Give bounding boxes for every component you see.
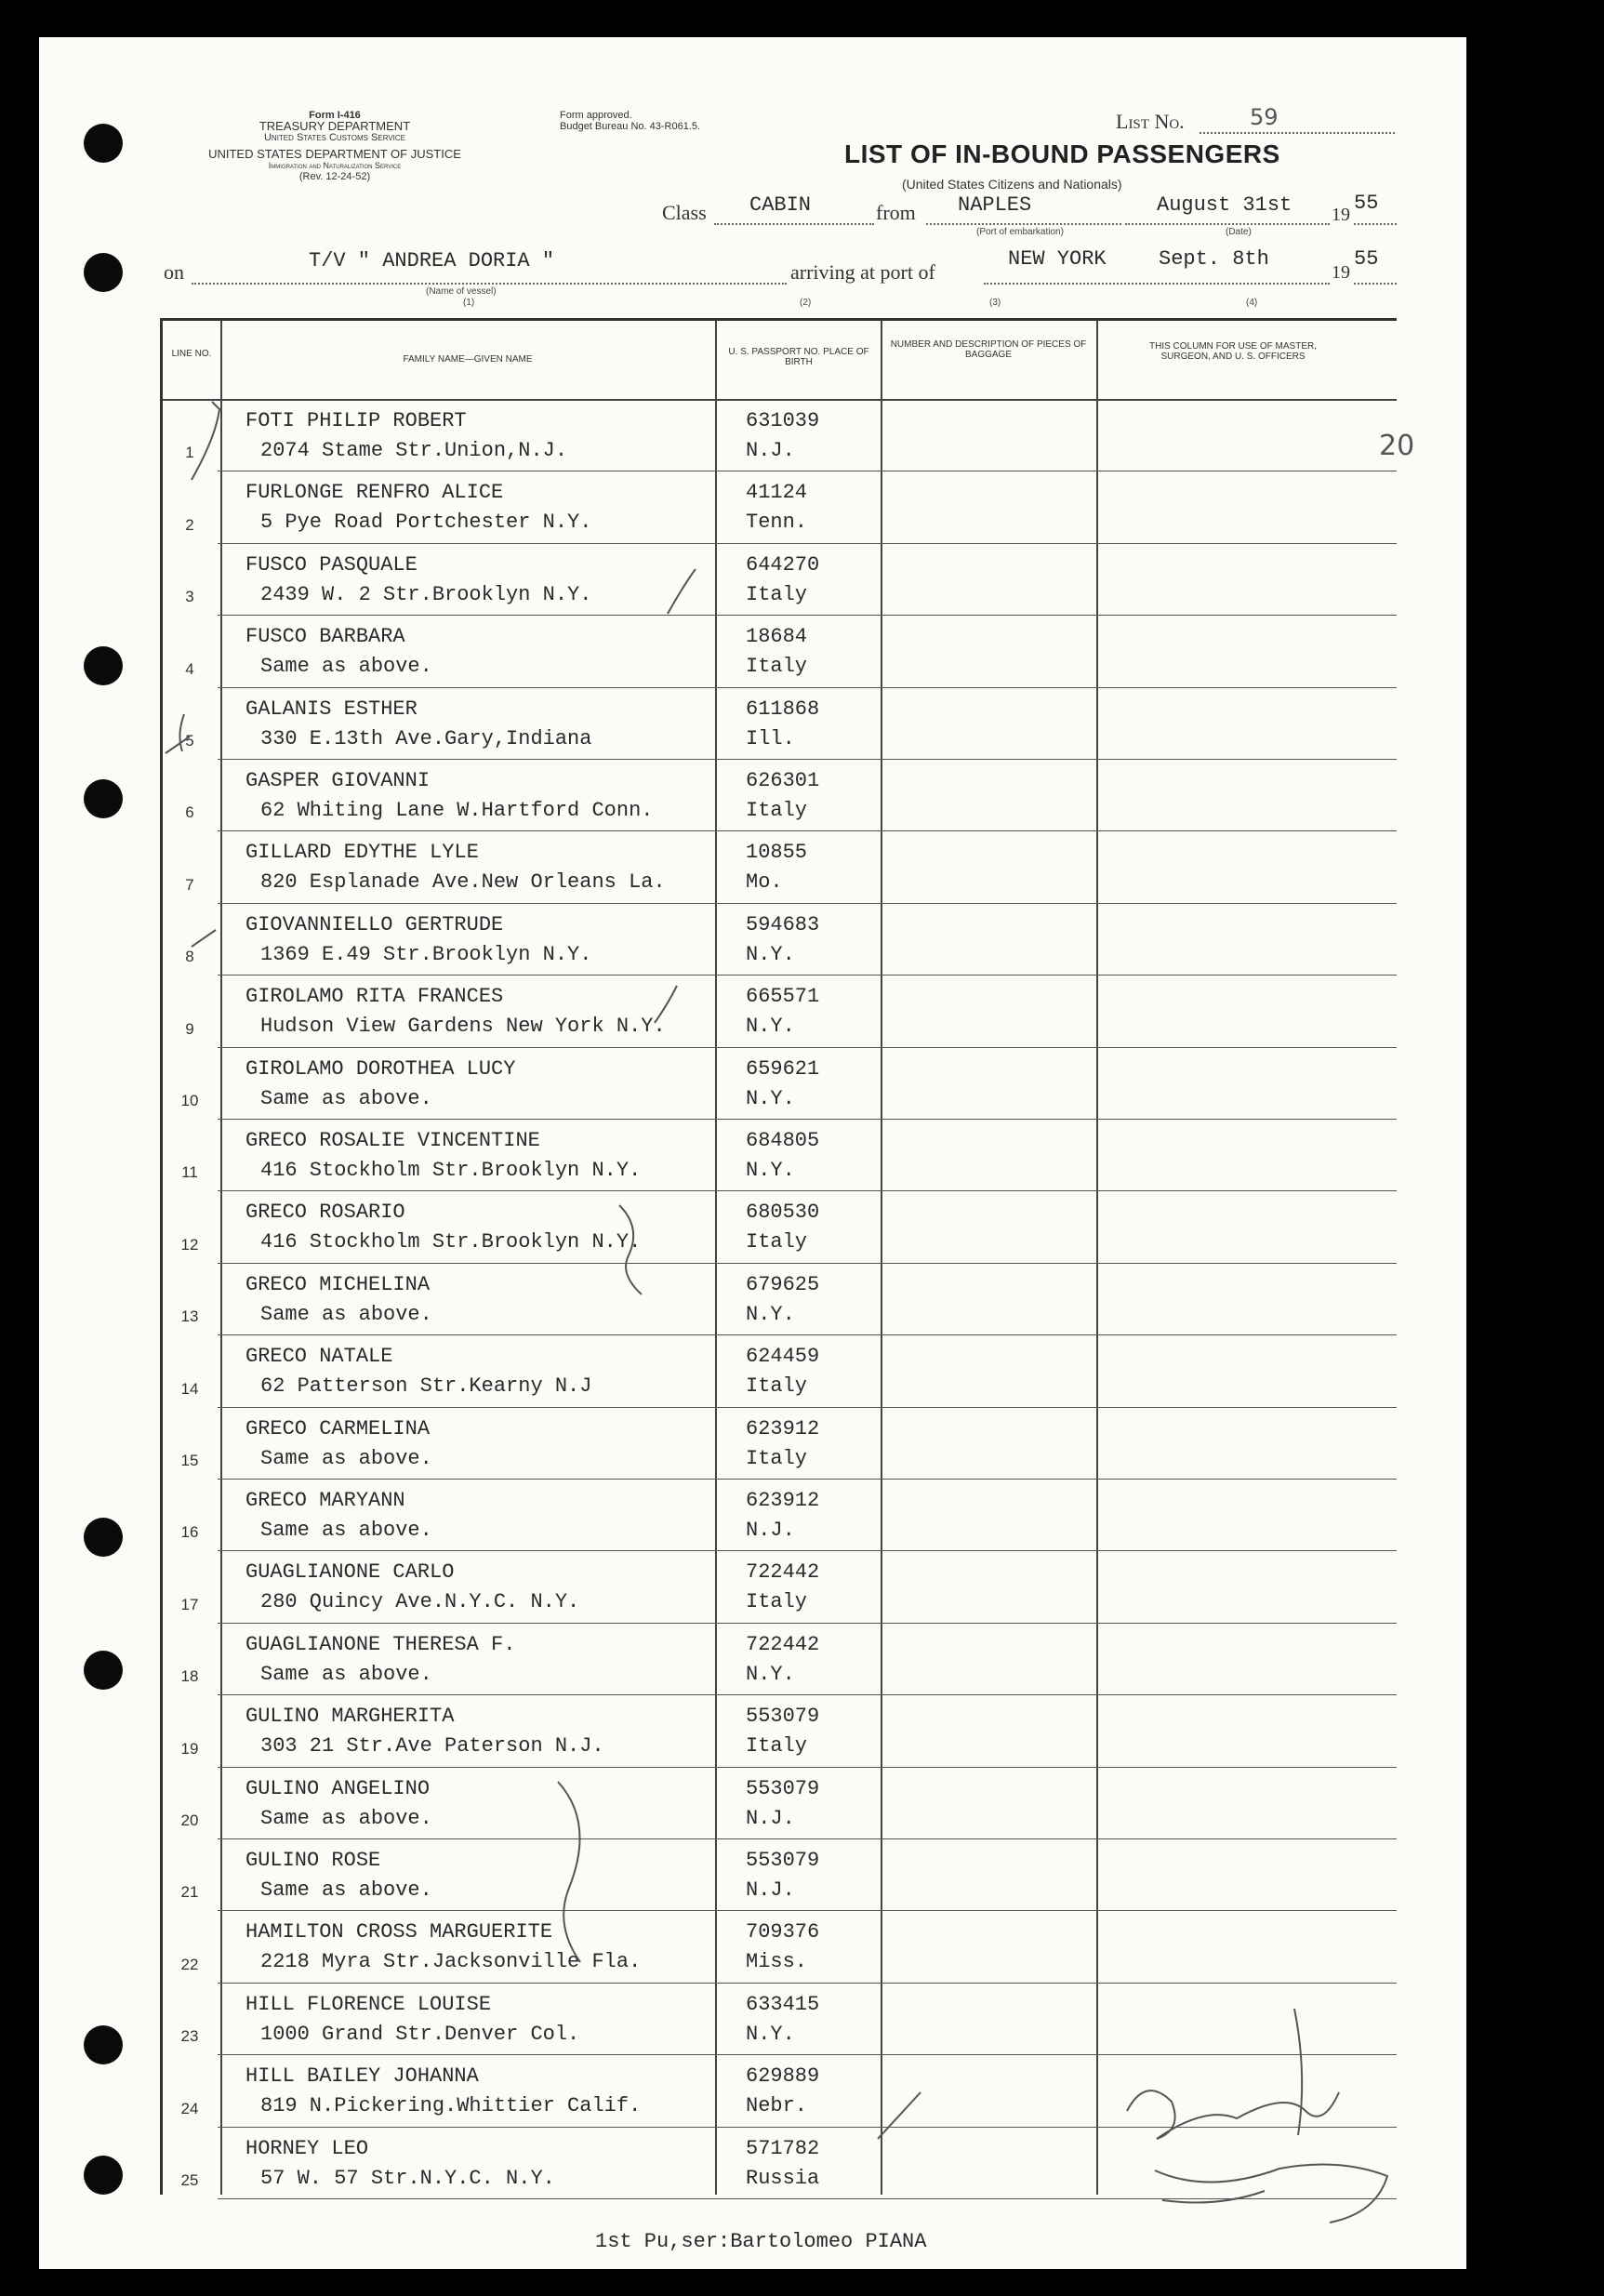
passenger-name: GIROLAMO RITA FRANCES — [245, 985, 504, 1009]
passenger-address: Same as above. — [260, 1878, 432, 1902]
arriving-label: arriving at port of — [790, 260, 935, 284]
passport-number: 10855 — [746, 841, 808, 865]
passenger-name: GUAGLIANONE THERESA F. — [245, 1632, 516, 1656]
line-number: 20 — [180, 1811, 199, 1829]
place-of-birth: Miss. — [746, 1950, 808, 1974]
passenger-name: GUAGLIANONE CARLO — [245, 1560, 455, 1585]
approval-block — [560, 110, 700, 132]
treasury-department: TREASURY DEPARTMENT — [258, 119, 411, 133]
column-ref-3: (3) — [989, 298, 1001, 308]
binder-hole — [84, 779, 123, 818]
row-rule — [218, 2198, 1397, 2199]
passport-number: 18684 — [746, 625, 808, 649]
passport-number: 722442 — [746, 1632, 820, 1656]
passport-number: 594683 — [746, 912, 820, 936]
passenger-address: 820 Esplanade Ave.New Orleans La. — [260, 870, 666, 895]
line-number: 12 — [180, 1235, 199, 1254]
port-of-arrival: NEW YORK — [1008, 247, 1107, 271]
passport-number: 633415 — [746, 1992, 820, 2016]
passport-number: 611868 — [746, 697, 820, 721]
passenger-name: GRECO ROSARIO — [245, 1201, 405, 1225]
passport-number: 629889 — [746, 2064, 820, 2089]
table-row — [160, 688, 1397, 760]
passport-number: 41124 — [746, 481, 808, 505]
place-of-birth: N.J. — [746, 1519, 795, 1542]
departure-year: 55 — [1354, 192, 1379, 215]
on-label: on — [164, 260, 184, 284]
table-row — [160, 1911, 1397, 1983]
header-passport: U. S. PASSPORT NO. PLACE OF BIRTH — [728, 347, 869, 367]
table-row — [160, 1624, 1397, 1695]
place-of-birth: Italy — [746, 1374, 808, 1399]
table-row — [160, 544, 1397, 616]
passenger-address: 5 Pye Road Portchester N.Y. — [260, 511, 592, 535]
passport-number: 679625 — [746, 1272, 820, 1296]
date-line — [1125, 223, 1330, 225]
passport-number: 680530 — [746, 1201, 820, 1225]
passenger-address: Same as above. — [260, 1806, 432, 1830]
line-number: 14 — [180, 1379, 199, 1398]
place-of-birth: Russia — [746, 2166, 820, 2190]
passport-number: 626301 — [746, 769, 820, 792]
binder-hole — [84, 1518, 123, 1557]
passenger-name: GIROLAMO DOROTHEA LUCY — [245, 1056, 516, 1081]
class-value: CABIN — [749, 193, 812, 217]
passenger-address: 1000 Grand Str.Denver Col. — [260, 2022, 580, 2046]
passenger-name: GIOVANNIELLO GERTRUDE — [245, 912, 504, 936]
arrival-date: Sept. 8th — [1159, 247, 1269, 271]
place-of-birth: N.Y. — [746, 1015, 795, 1039]
passenger-name: GASPER GIOVANNI — [245, 769, 431, 792]
table-row — [160, 2055, 1397, 2127]
form-approved: Form approved. — [560, 110, 632, 121]
binder-hole — [84, 124, 123, 163]
table-row — [160, 616, 1397, 687]
line-number: 17 — [180, 1595, 199, 1613]
line-number: 25 — [180, 2170, 199, 2189]
table-row — [160, 471, 1397, 543]
line-number: 22 — [180, 1955, 199, 1973]
passenger-address: 330 E.13th Ave.Gary,Indiana — [260, 726, 592, 750]
passenger-address: Same as above. — [260, 1662, 432, 1686]
year-line — [1354, 223, 1397, 225]
line-number: 18 — [180, 1667, 199, 1686]
passport-number: 623912 — [746, 1416, 820, 1440]
list-number-line — [1200, 132, 1395, 134]
page-title: LIST OF IN-BOUND PASSENGERS — [844, 139, 1280, 168]
place-of-birth: N.Y. — [746, 1662, 795, 1686]
form-number: Form I-416 — [309, 110, 361, 121]
place-of-birth: N.Y. — [746, 1086, 795, 1110]
line-number: 7 — [185, 875, 194, 894]
passenger-address: Same as above. — [260, 1519, 432, 1542]
place-of-birth: N.Y. — [746, 1302, 795, 1326]
place-of-birth: Italy — [746, 1734, 808, 1758]
line-number: 21 — [180, 1883, 199, 1902]
table-row — [160, 1551, 1397, 1623]
passenger-name: GRECO CARMELINA — [245, 1416, 431, 1440]
port-line — [926, 223, 1121, 225]
table-row — [160, 400, 1397, 471]
line-number: 4 — [185, 659, 194, 678]
passport-number: 722442 — [746, 1560, 820, 1585]
column-ref-2: (2) — [800, 298, 812, 308]
place-of-birth: Nebr. — [746, 2094, 808, 2118]
table-row — [160, 760, 1397, 831]
line-number: 10 — [180, 1091, 199, 1109]
line-number: 6 — [185, 803, 194, 822]
justice-department: UNITED STATES DEPARTMENT OF JUSTICE — [208, 147, 461, 161]
passport-number: 684805 — [746, 1129, 820, 1152]
passenger-name: GRECO NATALE — [245, 1345, 393, 1369]
revision-date: (Rev. 12-24-52) — [298, 171, 371, 182]
passenger-address: 2439 W. 2 Str.Brooklyn N.Y. — [260, 582, 592, 606]
passport-number: 644270 — [746, 552, 820, 577]
column-ref-1: (1) — [463, 298, 475, 308]
line-number: 23 — [180, 2027, 199, 2046]
place-of-birth: Ill. — [746, 726, 795, 750]
list-number-label: List No. — [1116, 110, 1185, 133]
passport-number: 553079 — [746, 1849, 820, 1872]
passport-number: 623912 — [746, 1489, 820, 1512]
table-row — [160, 1984, 1397, 2055]
table-row — [160, 975, 1397, 1047]
binder-hole — [84, 646, 123, 685]
arrival-line — [984, 283, 1330, 285]
binder-hole — [84, 2156, 123, 2195]
line-number: 13 — [180, 1307, 199, 1326]
table-row — [160, 904, 1397, 975]
purser-signature-line: 1st Pu,ser:Bartolomeo PIANA — [595, 2230, 927, 2253]
passenger-address: Same as above. — [260, 1302, 432, 1326]
line-number: 3 — [185, 588, 194, 606]
binder-hole — [84, 253, 123, 292]
place-of-birth: N.Y. — [746, 1159, 795, 1182]
year-prefix: 19 — [1332, 205, 1350, 225]
passenger-address: 62 Whiting Lane W.Hartford Conn. — [260, 799, 654, 822]
line-number: 19 — [180, 1739, 199, 1758]
passenger-address: 2218 Myra Str.Jacksonville Fla. — [260, 1950, 642, 1974]
passenger-address: Same as above. — [260, 1446, 432, 1470]
vessel-line — [192, 283, 787, 285]
passenger-address: 62 Patterson Str.Kearny N.J — [260, 1374, 592, 1399]
place-of-birth: Tenn. — [746, 511, 808, 535]
line-number: 2 — [185, 515, 194, 534]
arrival-year-prefix: 19 — [1332, 262, 1350, 283]
list-number-value: 59 — [1250, 104, 1279, 130]
port-caption: (Port of embarkation) — [976, 227, 1064, 237]
table-row — [160, 1768, 1397, 1839]
place-of-birth: N.J. — [746, 1806, 795, 1830]
column-ref-4: (4) — [1246, 298, 1258, 308]
line-number: 8 — [185, 948, 194, 966]
from-label: from — [876, 201, 916, 224]
table-row — [160, 1408, 1397, 1480]
line-number: 1 — [185, 444, 194, 462]
table-row — [160, 1839, 1397, 1911]
passenger-address: 2074 Stame Str.Union,N.J. — [260, 439, 568, 462]
passenger-address: 280 Quincy Ave.N.Y.C. N.Y. — [260, 1590, 580, 1614]
header-baggage: NUMBER AND DESCRIPTION OF PIECES OF BAGGAGE — [890, 339, 1087, 360]
passenger-name: FOTI PHILIP ROBERT — [245, 409, 467, 432]
line-number: 15 — [180, 1451, 199, 1469]
passenger-address: Same as above. — [260, 1086, 432, 1110]
passenger-name: GRECO MICHELINA — [245, 1272, 431, 1296]
arrival-year: 55 — [1354, 247, 1379, 271]
vessel-caption: (Name of vessel) — [426, 286, 497, 297]
passenger-name: HAMILTON CROSS MARGUERITE — [245, 1920, 553, 1944]
passenger-name: HILL FLORENCE LOUISE — [245, 1992, 492, 2016]
table-row — [160, 1480, 1397, 1551]
passenger-name: GALANIS ESTHER — [245, 697, 418, 721]
place-of-birth: N.Y. — [746, 942, 795, 966]
table-row — [160, 1264, 1397, 1335]
passport-number: 571782 — [746, 2136, 820, 2160]
line-number: 11 — [181, 1163, 198, 1182]
place-of-birth: Italy — [746, 1446, 808, 1470]
line-number: 5 — [185, 731, 194, 750]
passport-number: 624459 — [746, 1345, 820, 1369]
passenger-address: 303 21 Str.Ave Paterson N.J. — [260, 1734, 604, 1758]
header-family-name: FAMILY NAME—GIVEN NAME — [403, 354, 533, 365]
departure-date: August 31st — [1157, 193, 1292, 217]
passenger-address: Same as above. — [260, 655, 432, 679]
passenger-address: 416 Stockholm Str.Brooklyn N.Y. — [260, 1230, 642, 1254]
passenger-name: GRECO ROSALIE VINCENTINE — [245, 1129, 540, 1152]
header-officers: THIS COLUMN FOR USE OF MASTER, SURGEON, AND U. S. OFFICERS — [1148, 341, 1317, 362]
class-line — [714, 223, 874, 225]
table-row — [160, 1335, 1397, 1407]
line-number: 9 — [185, 1019, 194, 1038]
passenger-name: HILL BAILEY JOHANNA — [245, 2064, 479, 2089]
agency-block — [158, 110, 511, 182]
class-label: Class — [662, 201, 707, 224]
passenger-name: FUSCO PASQUALE — [245, 552, 418, 577]
binder-hole — [84, 1651, 123, 1690]
passenger-name: GULINO MARGHERITA — [245, 1705, 455, 1729]
table-row — [160, 1191, 1397, 1263]
passenger-name: GULINO ROSE — [245, 1849, 381, 1872]
passport-number: 665571 — [746, 985, 820, 1009]
passport-number: 709376 — [746, 1920, 820, 1944]
place-of-birth: Mo. — [746, 870, 783, 895]
ins-service: Immigration and Naturalization Service — [268, 161, 402, 170]
place-of-birth: Italy — [746, 1590, 808, 1614]
margin-note: 20 — [1379, 430, 1415, 462]
passenger-name: GILLARD EDYTHE LYLE — [245, 841, 479, 865]
passport-number: 553079 — [746, 1776, 820, 1800]
binder-hole — [84, 2025, 123, 2064]
table-row — [160, 831, 1397, 903]
passenger-address: Hudson View Gardens New York N.Y. — [260, 1015, 666, 1039]
passport-number: 553079 — [746, 1705, 820, 1729]
place-of-birth: Italy — [746, 582, 808, 606]
customs-service: United States Customs Service — [263, 132, 406, 143]
page-subtitle: (United States Citizens and Nationals) — [902, 177, 1122, 192]
place-of-birth: Italy — [746, 655, 808, 679]
passenger-address: 57 W. 57 Str.N.Y.C. N.Y. — [260, 2166, 555, 2190]
header-line-no: LINE NO. — [171, 349, 212, 359]
date-caption: (Date) — [1226, 227, 1252, 237]
arrival-year-line — [1354, 283, 1397, 285]
budget-bureau: Budget Bureau No. 43-R061.5. — [560, 121, 701, 132]
table-row — [160, 1695, 1397, 1767]
table-row — [160, 2128, 1397, 2199]
port-of-embarkation: NAPLES — [958, 193, 1032, 217]
place-of-birth: Italy — [746, 1230, 808, 1254]
place-of-birth: N.J. — [746, 439, 795, 462]
place-of-birth: N.Y. — [746, 2022, 795, 2046]
passenger-name: GRECO MARYANN — [245, 1489, 405, 1512]
line-number: 16 — [180, 1523, 199, 1542]
place-of-birth: Italy — [746, 799, 808, 822]
line-number: 24 — [180, 2099, 199, 2117]
passport-number: 631039 — [746, 409, 820, 432]
passenger-address: 1369 E.49 Str.Brooklyn N.Y. — [260, 942, 592, 966]
table-row — [160, 1048, 1397, 1120]
passenger-name: FUSCO BARBARA — [245, 625, 405, 649]
passport-number: 659621 — [746, 1056, 820, 1081]
vessel-name: T/V " ANDREA DORIA " — [309, 249, 555, 272]
passenger-name: FURLONGE RENFRO ALICE — [245, 481, 504, 505]
passenger-address: 819 N.Pickering.Whittier Calif. — [260, 2094, 642, 2118]
passenger-name: HORNEY LEO — [245, 2136, 369, 2160]
passenger-name: GULINO ANGELINO — [245, 1776, 431, 1800]
table-row — [160, 1120, 1397, 1191]
place-of-birth: N.J. — [746, 1878, 795, 1902]
passenger-address: 416 Stockholm Str.Brooklyn N.Y. — [260, 1159, 642, 1182]
